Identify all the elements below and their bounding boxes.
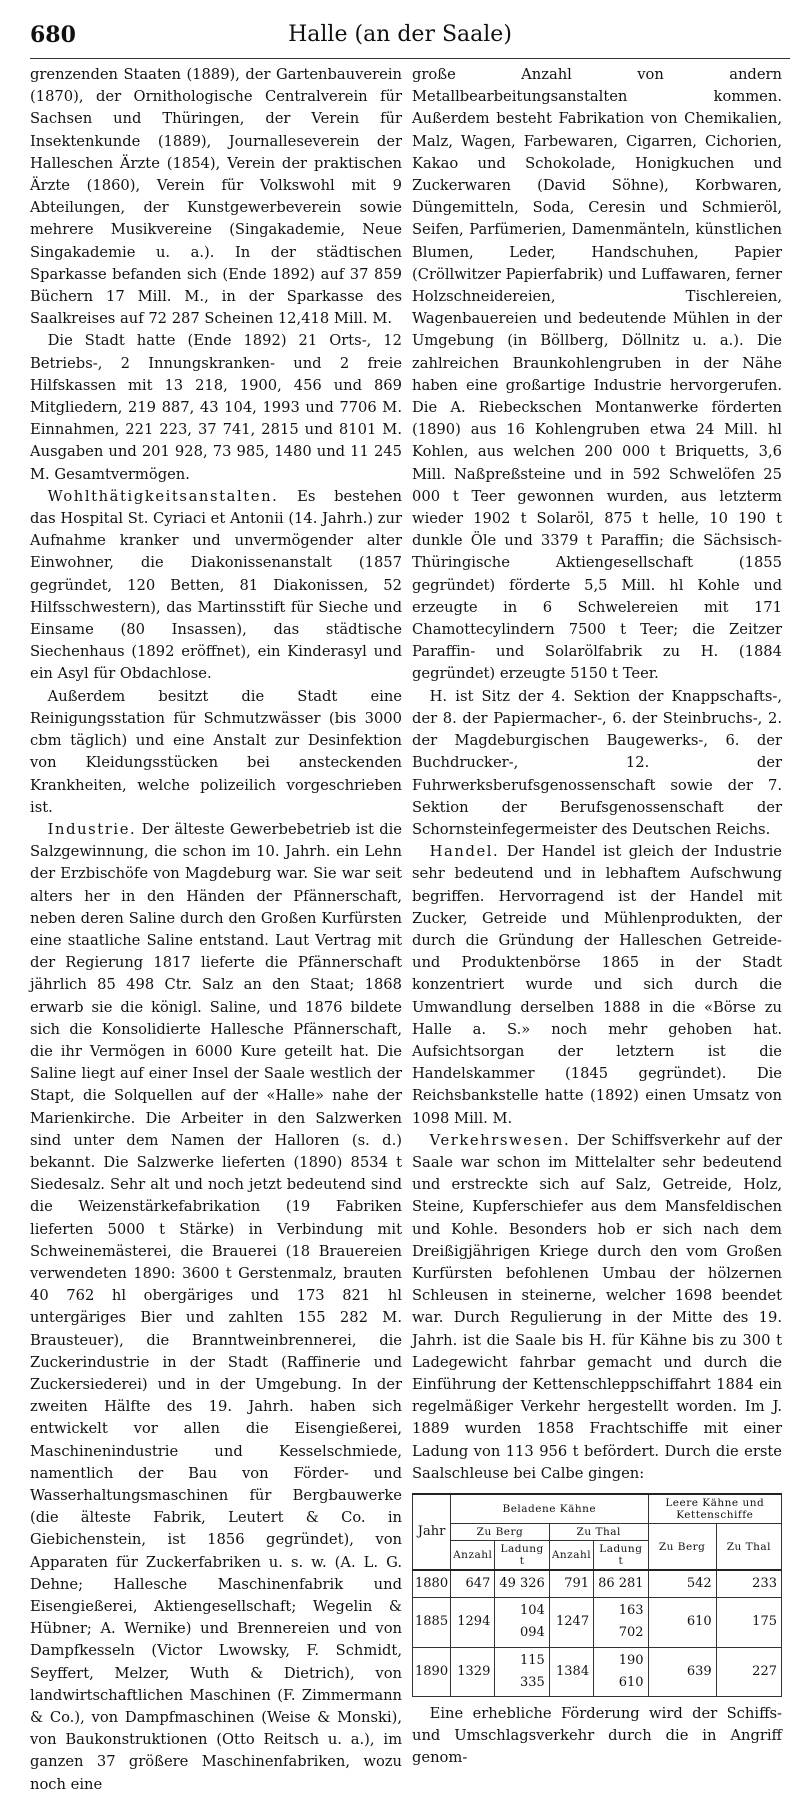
table-cell: 49 326 xyxy=(495,1570,549,1598)
paragraph-text: grenzenden Staaten (1889), der Gartenbauverein (1870), der Ornithologische Centralverein für Sachsen und Thüringen, der Verein für Insektenkunde (1889), Journallesеverein der Halleschen Ärzte (1854), Verein der praktischen Ärzte (1860), Verein für Volkswohl mit 9 Abteilungen, der Kunstgewerbeverein sowie mehrere Musikvereine (Singakademie, Neue Singakademie u. a.). In der städtischen Sparkasse befanden sich (Ende 1892) auf 37 859 Büchern 17 Mill. M., in der Sparkasse des Saalkreises auf 72 287 Scheinen 12,418 Mill. M. xyxy=(30,66,402,328)
table-cell: 115 335 xyxy=(495,1647,549,1696)
paragraph xyxy=(412,686,782,841)
paragraph-text: Es bestehen das Hospital St. Cyriaci et Antonii (14. Jahrh.) zur Aufnahme kranker und unvermögender alter Einwohner, die Diakonissenanstalt (1857 gegründet, 120 Betten, 81 Diakonissen, 52 Hilfsschwestern), das Martinsstift für Sieche und Einsame (80 Insassen), das städtische Siechenhaus (1892 eröffnet), ein Kinderasyl und ein Asyl für Obdachlose. xyxy=(30,487,402,683)
page-number: 680 xyxy=(30,22,76,48)
paragraph xyxy=(412,841,782,1130)
table-cell: 647 xyxy=(451,1570,495,1598)
table-cell: 1885 xyxy=(413,1598,451,1647)
table-cell: 175 xyxy=(716,1598,781,1647)
table-row xyxy=(413,1647,782,1696)
paragraph-text: große Anzahl von andern Metallbearbeitungsanstalten kommen. Außerdem besteht Fabrikation von Chemikalien, Malz, Wagen, Farbewaren, Cigarren, Cichorien, Kakao und Schokolade, Honigkuchen und Zuckerwaren (David Söhne), Korbwaren, Düngemitteln, Soda, Ceresin und Schmieröl, Seifen, Parfümerien, Damenmänteln, künstlichen Blumen, Leder, Handschuhen, Papier (Cröllwitzer Papierfabrik) und Luffawaren, ferner Holzschneidereien, Tischlereien, Wagenbauereien und bedeutende Mühlen in der Umgebung (in Böllberg, Döllnitz u. a.). Die zahlreichen Braunkohlengruben in der Nähe haben eine großartige Industrie hervorgerufen. Die A. Riebeckschen Montanwerke förderten (1890) aus 16 Kohlengruben etwa 24 Mill. hl Kohlen, aus welchen 200 000 t Briquetts, 3,6 Mill. Naßpreßsteine und in 592 Schwelöfen 25 000 t Teer gewonnen wurden, aus letzterm wieder 1902 t Solaröl, 875 t helle, 10 190 t dunkle Öle und 3379 t Paraffin; die Sächsisch-Thüringische Aktiengesellschaft (1855 gegründet) förderte 5,5 Mill. hl Kohle und erzeugte in 6 Schwelereien mit 171 Chamottecylindern 7500 t Teer; die Zeitzer Paraffin- und Solarölfabrik zu H. (1884 gegründet) erzeugte 5150 t Teer. xyxy=(412,66,782,683)
table-cell: 791 xyxy=(549,1570,593,1598)
paragraph xyxy=(30,64,402,330)
th-ladung-berg: Ladung t xyxy=(495,1541,549,1571)
page-header xyxy=(0,22,800,56)
section-keyword: Verkehrswesen. xyxy=(429,1131,571,1149)
paragraph xyxy=(30,686,402,819)
header-rule xyxy=(30,58,790,59)
section-keyword: Industrie. xyxy=(47,820,137,838)
table-row xyxy=(413,1570,782,1598)
th-anzahl-thal: Anzahl xyxy=(549,1541,593,1571)
table-cell: 1329 xyxy=(451,1647,495,1696)
right-column xyxy=(412,64,782,1770)
paragraph xyxy=(412,64,782,686)
table-cell: 227 xyxy=(716,1647,781,1696)
table-cell: 163 702 xyxy=(594,1598,648,1647)
th-ladung-thal: Ladung t xyxy=(594,1541,648,1571)
paragraph-text: Außerdem besitzt die Stadt eine Reinigungsstation für Schmutzwässer (bis 3000 cbm täglich) und eine Anstalt zur Desinfektion von Kleidungsstücken bei ansteckenden Krankheiten, welche polizeilich vorgeschrieben ist. xyxy=(30,687,402,816)
table-cell: 86 281 xyxy=(594,1570,648,1598)
th-leer-zu-berg: Zu Berg xyxy=(648,1524,716,1571)
left-column xyxy=(30,64,402,1796)
paragraph xyxy=(30,819,402,1796)
paragraph-text: Die Stadt hatte (Ende 1892) 21 Orts-, 12 Betriebs-, 2 Innungskranken- und 2 freie Hilfskassen mit 13 218, 1900, 456 und 869 Mitgliedern, 219 887, 43 104, 1993 und 7706 M. Einnahmen, 221 223, 37 741, 2815 und 8101 M. Ausgaben und 201 928, 73 985, 1480 und 11 245 M. Gesamtvermögen. xyxy=(30,332,402,483)
running-title: Halle (an der Saale) xyxy=(288,22,512,47)
section-keyword: Wohlthätigkeitsanstalten. xyxy=(47,487,279,505)
table-cell: 1247 xyxy=(549,1598,593,1647)
schleuse-traffic-table xyxy=(412,1493,782,1697)
th-leere-kaehne: Leere Kähne und Kettenschiffe xyxy=(648,1494,781,1524)
th-beladen-zu-thal: Zu Thal xyxy=(549,1524,648,1541)
paragraph xyxy=(30,486,402,686)
table-cell: 542 xyxy=(648,1570,716,1598)
table-cell: 1294 xyxy=(451,1598,495,1647)
table-row xyxy=(413,1598,782,1647)
paragraph xyxy=(412,1130,782,1485)
th-leer-zu-thal: Zu Thal xyxy=(716,1524,781,1571)
table-body xyxy=(413,1570,782,1697)
table-cell: 1880 xyxy=(413,1570,451,1598)
after-table-text: Eine erhebliche Förderung wird der Schiffs- und Umschlagsverkehr durch die in Angriff genom- xyxy=(412,1705,782,1767)
paragraph-text: Der älteste Gewerbebetrieb ist die Salzgewinnung, die schon im 10. Jahrh. ein Lehn der Erzbischöfe von Magdeburg war. Sie war seit alters her in den Händen der Pfännerschaft, neben deren Saline durch den Großen Kurfürsten eine staatliche Saline entstand. Laut Vertrag mit der Regierung 1817 lieferte die Pfännerschaft jährlich 85 498 Ctr. Salz an den Staat; 1868 erwarb sie die königl. Saline, und 1876 bildete sich die Konsolidierte Hallesche Pfännerschaft, die ihr Vermögen in 6000 Kure geteilt hat. Die Saline liegt auf einer Insel der Saale westlich der Stapt, die Solquellen auf der «Halle» nahe der Marienkirche. Die Arbeiter in den Salzwerken sind unter dem Namen der Halloren (s. d.) bekannt. Die Salzwerke lieferten (1890) 8534 t Siedesalz. Sehr alt und noch jetzt bedeutend sind die Weizenstärkefabrikation (19 Fabriken lieferten 5000 t Stärke) in Verbindung mit Schweinemästerei, die Brauerei (18 Brauereien verwendeten 1890: 3600 t Gerstenmalz, brauten 40 762 hl obergäriges und 173 821 hl untergäriges Bier und zahlten 155 282 M. Brausteuer), die Branntweinbrennerei, die Zuckerindustrie in der Stadt (Raffinerie und Zuckersiederei) und in der Umgebung. In der zweiten Hälfte des 19. Jahrh. haben sich entwickelt vor allen die Eisengießerei, Maschinenindustrie und Kesselschmiede, namentlich der Bau von Förder- und Wasserhaltungsmaschinen für Bergbauwerke (die älteste Fabrik, Leutert & Co. in Giebichenstein, ist 1856 gegründet), von Apparaten für Zuckerfabriken u. s. w. (A. L. G. Dehne; Hallesche Maschinenfabrik und Eisengießerei, Aktiengesellschaft; Wegelin & Hübner; A. Wernike) und Brennereien und von Dampfkesseln (Victor Lwowsky, F. Schmidt, Seyffert, Melzer, Wuth & Dietrich), von landwirtschaftlichen Maschinen (F. Zimmermann & Co.), von Dampfmaschinen (Weise & Monski), von Baukonstruktionen (Otto Reitsch u. a.), im ganzen 37 größere Maschinenfabriken, wozu noch eine xyxy=(30,820,402,1793)
th-anzahl-berg: Anzahl xyxy=(451,1541,495,1571)
th-beladene-kaehne: Beladene Kähne xyxy=(451,1494,648,1524)
table-cell: 639 xyxy=(648,1647,716,1696)
th-jahr: Jahr xyxy=(413,1494,451,1570)
paragraph-text: Der Schiffsverkehr auf der Saale war schon im Mittelalter sehr bedeutend und erstreckte sich auf Salz, Getreide, Holz, Steine, Kupferschiefer aus dem Mansfeldischen und Kohle. Besonders hob er sich nach dem Dreißigjährigen Kriege durch den vom Großen Kurfürsten befohlenen Umbau der hölzernen Schleusen in steinerne, welcher 1698 beendet war. Durch Regulierung in der Mitte des 19. Jahrh. ist die Saale bis H. für Kähne bis zu 300 t Ladegewicht fahrbar gemacht und durch die Einführung der Kettenschleppschiffahrt 1884 ein regelmäßiger Verkehr hergestellt worden. Im J. 1889 wurden 1858 Frachtschiffe mit einer Ladung von 113 956 t befördert. Durch die erste Saalschleuse bei Calbe gingen: xyxy=(412,1131,782,1482)
table-cell: 104 094 xyxy=(495,1598,549,1647)
right-column-text xyxy=(412,64,782,1485)
table-cell: 1384 xyxy=(549,1647,593,1696)
paragraph xyxy=(30,330,402,485)
table-cell: 190 610 xyxy=(594,1647,648,1696)
table-cell: 233 xyxy=(716,1570,781,1598)
th-beladen-zu-berg: Zu Berg xyxy=(451,1524,550,1541)
table-cell: 1890 xyxy=(413,1647,451,1696)
section-keyword: Handel. xyxy=(429,843,500,861)
paragraph-text: Der Handel ist gleich der Industrie sehr bedeutend und in lebhaftem Aufschwung begriffen. Hervorragend ist der Handel mit Zucker, Getreide und Mühlenprodukten, der durch die Gründung der Halleschen Getreide- und Produktenbörse 1865 in der Stadt konzentriert wurde und sich durch die Umwandlung derselben 1888 in die «Börse zu Halle a. S.» noch mehr gehoben hat. Aufsichtsorgan der letztern ist die Handelskammer (1845 gegründet). Die Reichsbankstelle hatte (1892) einen Umsatz von 1098 Mill. M. xyxy=(412,843,782,1127)
paragraph-text: H. ist Sitz der 4. Sektion der Knappschafts-, der 8. der Papiermacher-, 6. der Steinbruchs-, 2. der Magdeburgischen Baugewerks-, 6. der Buchdrucker-, 12. der Fuhrwerksberufsgenossenschaft sowie der 7. Sektion der Berufsgenossenschaft der Schornsteinfegermeister des Deutschen Reichs. xyxy=(412,687,782,838)
table-cell: 610 xyxy=(648,1598,716,1647)
